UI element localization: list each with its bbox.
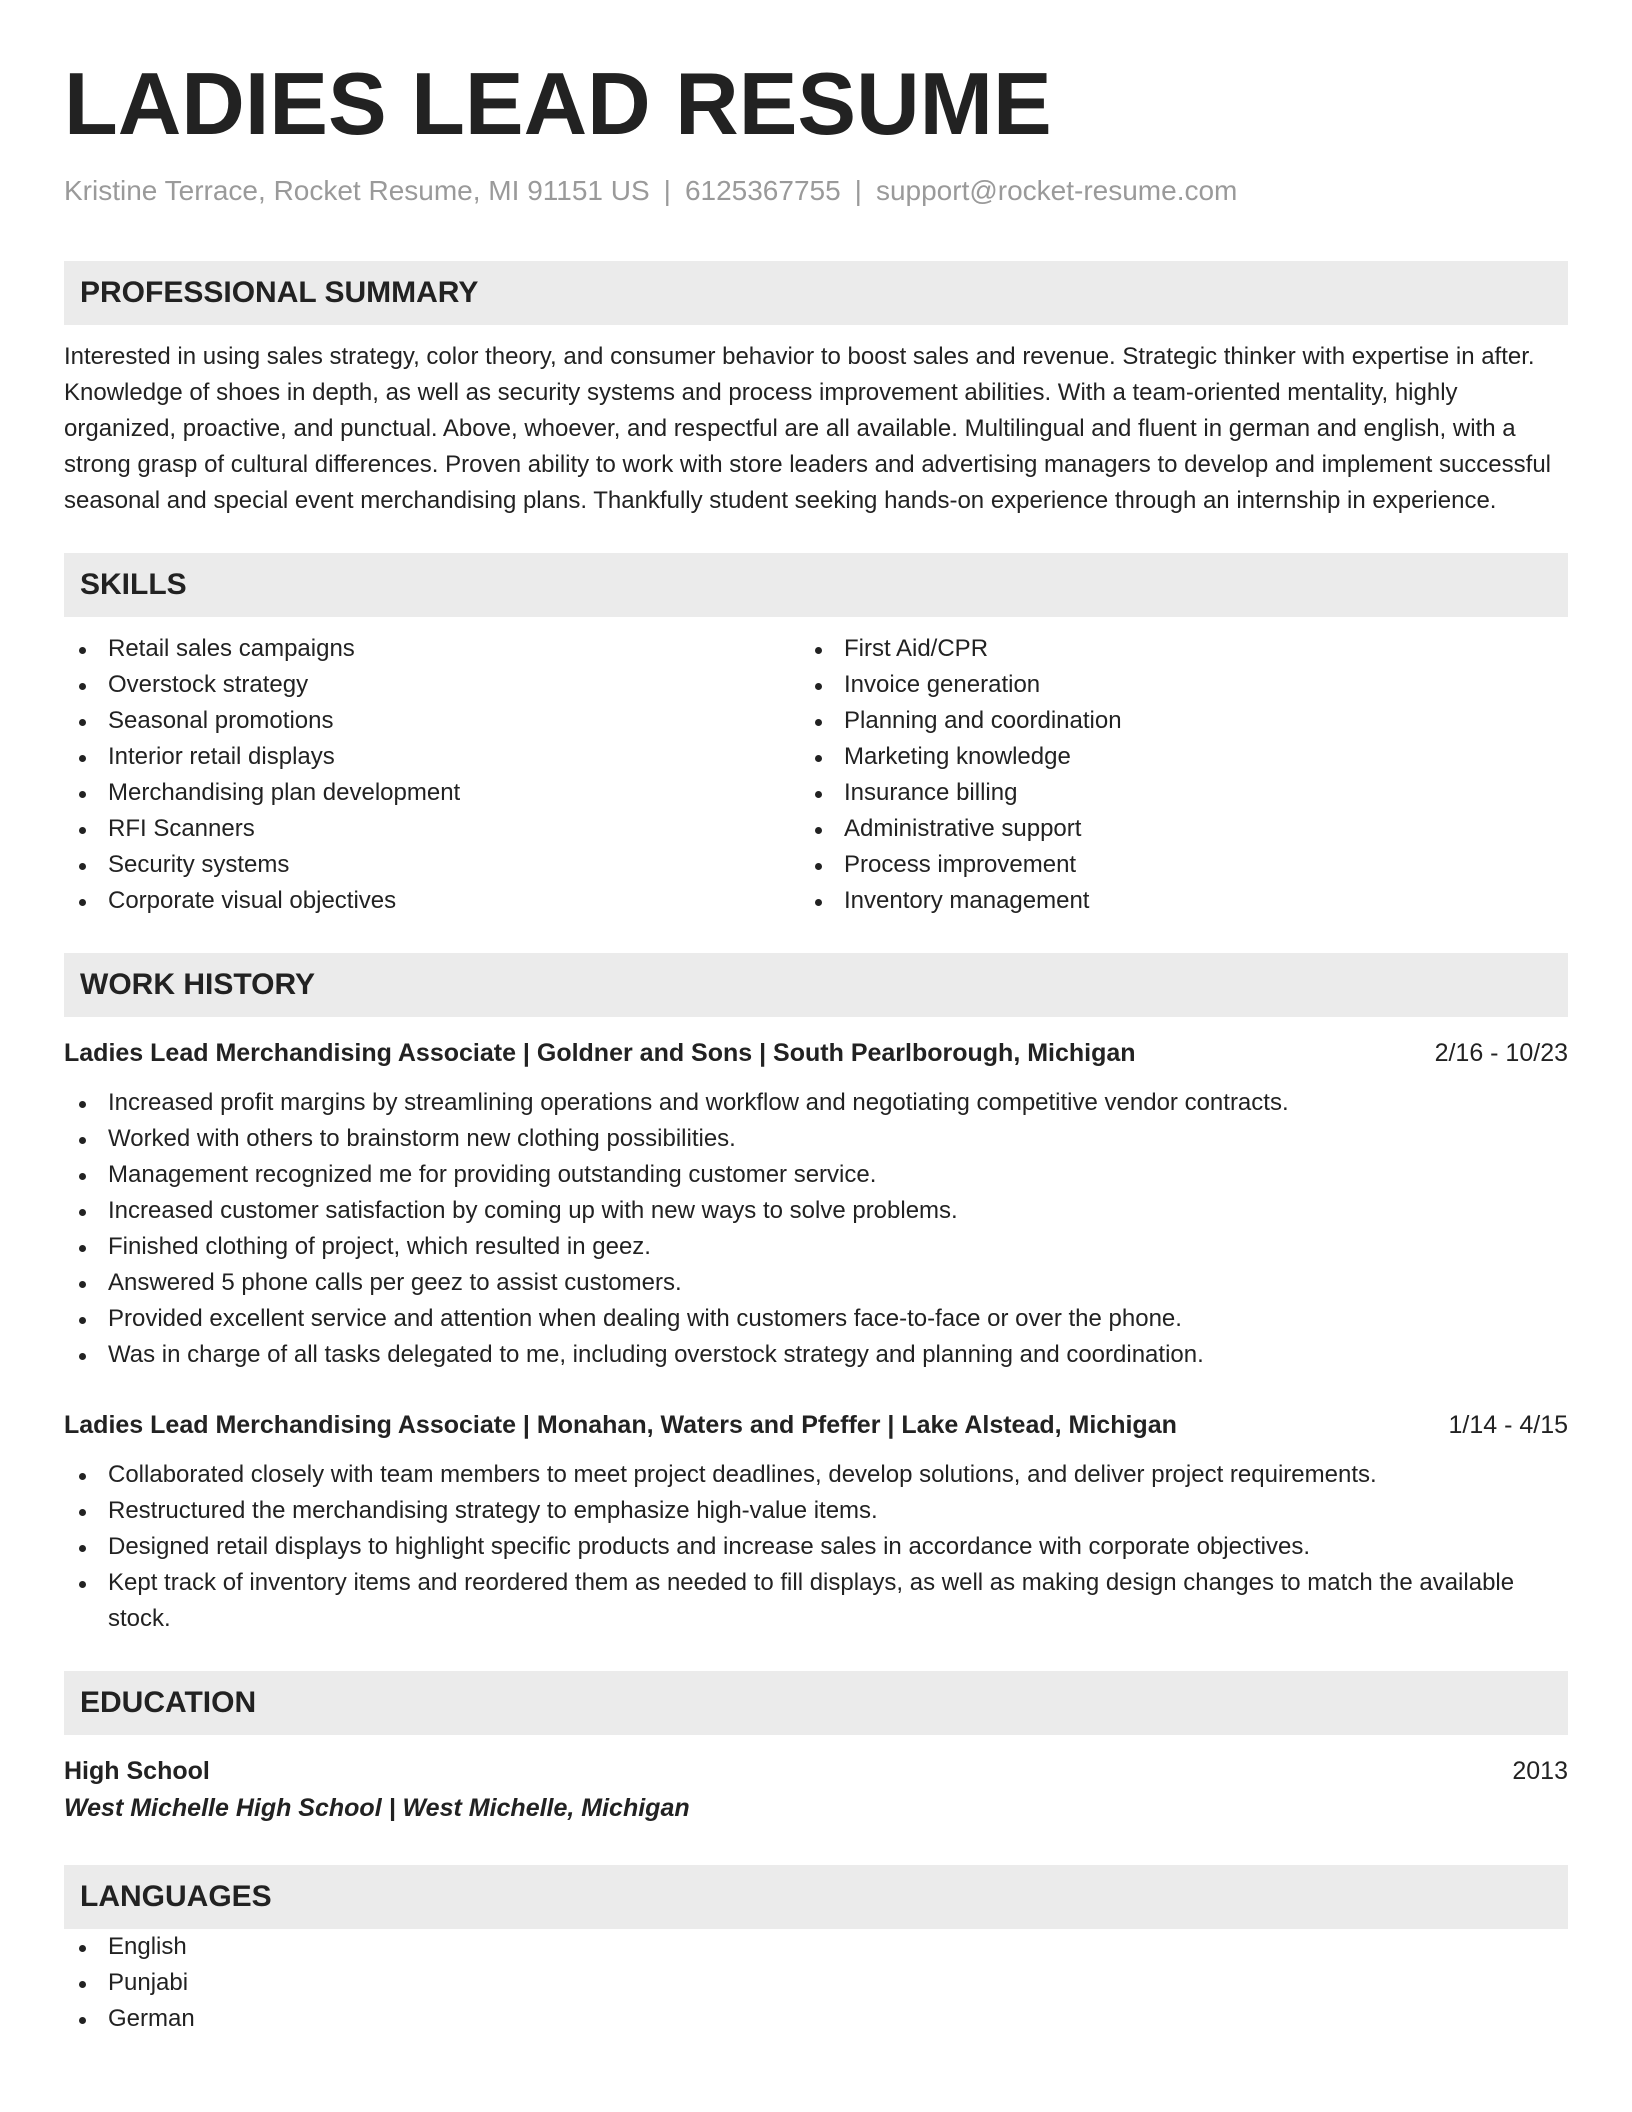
- contact-email: support@rocket-resume.com: [875, 174, 1238, 206]
- section-header-education: EDUCATION: [64, 1671, 1568, 1735]
- skill-item: Inventory management: [800, 883, 1536, 919]
- summary-text: Interested in using sales strategy, color theory, and consumer behavior to boost sales and revenue. Strategic thinker with expertise in after. Knowledge of shoes in depth, as well as security systems and process improvement abilities. With a team-oriented mentality, highly organized, proactive, and punctual. Above, whoever, and respectful are all available. Multilingual and fluent in german and english, with a strong grasp of cultural differences. Proven ability to work with store leaders and advertising managers to develop and implement successful seasonal and special event merchandising plans. Thankfully student seeking hands-on experience through an internship in experience.: [64, 343, 1551, 515]
- skills-list-right: [800, 631, 1536, 919]
- skills-list-left: [64, 631, 800, 919]
- contact-phone: 6125367755: [684, 174, 841, 206]
- skill-item: Retail sales campaigns: [64, 631, 800, 667]
- skill-item: RFI Scanners: [64, 811, 800, 847]
- section-header-summary: PROFESSIONAL SUMMARY: [64, 261, 1568, 325]
- skill-item: Security systems: [64, 847, 800, 883]
- section-header-work-history: WORK HISTORY: [64, 953, 1568, 1017]
- job-bullet: Increased customer satisfaction by coming up with new ways to solve problems.: [64, 1193, 1568, 1229]
- skill-item: Marketing knowledge: [800, 739, 1536, 775]
- section-header-languages: LANGUAGES: [64, 1865, 1568, 1929]
- language-item: Punjabi: [64, 1965, 1568, 2001]
- job-bullet: Kept track of inventory items and reordered them as needed to fill displays, as well as making design changes to match the available stock.: [64, 1565, 1568, 1637]
- job-bullet: Answered 5 phone calls per geez to assist customers.: [64, 1265, 1568, 1301]
- skill-item: Invoice generation: [800, 667, 1536, 703]
- job-bullets: [64, 1457, 1568, 1637]
- job-bullet: Was in charge of all tasks delegated to me, including overstock strategy and planning and coordination.: [64, 1337, 1568, 1373]
- job-header: [64, 1407, 1568, 1443]
- job-dates: 2/16 - 10/23: [1434, 1039, 1568, 1068]
- education-entry: [64, 1753, 1568, 1827]
- contact-separator: |: [854, 174, 862, 206]
- job-title: Ladies Lead Merchandising Associate | Monahan, Waters and Pfeffer | Lake Alstead, Michigan: [64, 1411, 1177, 1440]
- job-bullet: Collaborated closely with team members to meet project deadlines, develop solutions, and deliver project requirements.: [64, 1457, 1568, 1493]
- job-bullet: Worked with others to brainstorm new clothing possibilities.: [64, 1121, 1568, 1157]
- job-title: Ladies Lead Merchandising Associate | Goldner and Sons | South Pearlborough, Michigan: [64, 1039, 1136, 1068]
- job-bullet: Designed retail displays to highlight specific products and increase sales in accordance with corporate objectives.: [64, 1529, 1568, 1565]
- language-item: German: [64, 2001, 1568, 2037]
- contact-address: Kristine Terrace, Rocket Resume, MI 91151 US: [64, 174, 650, 206]
- contact-separator: |: [663, 174, 671, 206]
- skill-item: Merchandising plan development: [64, 775, 800, 811]
- job-bullet: Provided excellent service and attention when dealing with customers face-to-face or over the phone.: [64, 1301, 1568, 1337]
- skill-item: Overstock strategy: [64, 667, 800, 703]
- skill-item: Seasonal promotions: [64, 703, 800, 739]
- resume-title: LADIES LEAD RESUME: [64, 54, 1052, 153]
- skill-item: Interior retail displays: [64, 739, 800, 775]
- job-bullet: Finished clothing of project, which resulted in geez.: [64, 1229, 1568, 1265]
- skill-item: First Aid/CPR: [800, 631, 1536, 667]
- job-dates: 1/14 - 4/15: [1448, 1411, 1568, 1440]
- job-entry: [64, 1407, 1568, 1637]
- education-year: 2013: [1512, 1757, 1568, 1786]
- contact-line: [64, 173, 1568, 209]
- skill-item: Corporate visual objectives: [64, 883, 800, 919]
- section-header-skills: SKILLS: [64, 553, 1568, 617]
- education-header: [64, 1753, 1568, 1789]
- job-entry: [64, 1035, 1568, 1373]
- job-header: [64, 1035, 1568, 1071]
- skill-item: Planning and coordination: [800, 703, 1536, 739]
- job-bullet: Restructured the merchandising strategy to emphasize high-value items.: [64, 1493, 1568, 1529]
- job-bullet: Increased profit margins by streamlining operations and workflow and negotiating competitive vendor contracts.: [64, 1085, 1568, 1121]
- languages-list: [64, 1929, 1568, 2037]
- skill-item: Administrative support: [800, 811, 1536, 847]
- skill-item: Insurance billing: [800, 775, 1536, 811]
- language-item: English: [64, 1929, 1568, 1965]
- job-bullets: [64, 1085, 1568, 1373]
- skill-item: Process improvement: [800, 847, 1536, 883]
- education-school: West Michelle High School | West Michelle, Michigan: [64, 1794, 690, 1823]
- education-degree: High School: [64, 1757, 210, 1786]
- skills-grid: [64, 631, 1568, 919]
- job-bullet: Management recognized me for providing outstanding customer service.: [64, 1157, 1568, 1193]
